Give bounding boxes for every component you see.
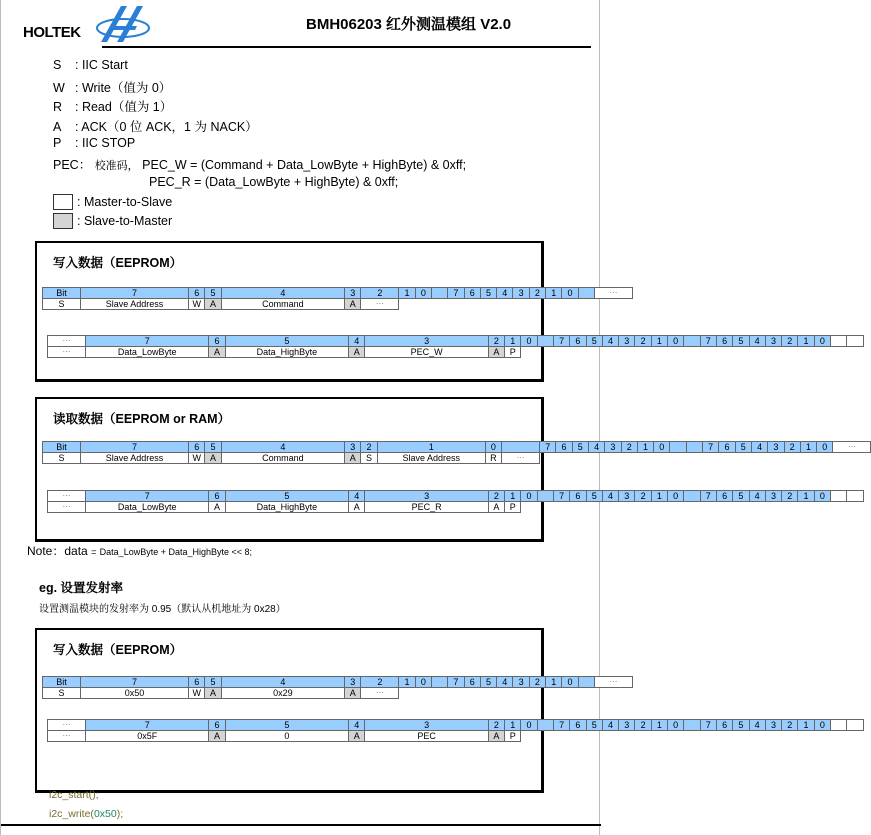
frame-cell: 5 <box>225 336 348 347</box>
frame-cell: Data_LowByte <box>86 502 209 513</box>
legend-key: R <box>53 100 63 114</box>
frame-cell: 6 <box>464 677 480 688</box>
frame-cell: 5 <box>735 442 751 453</box>
example-write-box <box>35 628 544 793</box>
frame-cell: 4 <box>221 442 344 453</box>
master-to-slave-label: : Master-to-Slave <box>77 195 173 209</box>
frame-cell: W <box>189 688 205 699</box>
frame-cell: Slave Address <box>81 299 189 310</box>
legend-key: P <box>53 136 62 150</box>
note-formula: Data_LowByte + Data_HighByte << 8; <box>99 547 253 557</box>
frame-cell <box>847 336 863 347</box>
frame-cell: 2 <box>782 336 798 347</box>
frame-cell: ··· <box>48 731 86 742</box>
frame-cell: 2 <box>635 491 651 502</box>
frame-cell: 3 <box>765 720 781 731</box>
note-equals: = <box>91 547 97 557</box>
frame-cell: 7 <box>81 677 189 688</box>
i2c-frame-table <box>42 676 633 699</box>
example-title: eg. 设置发射率 <box>39 581 124 595</box>
frame-cell: 5 <box>572 442 588 453</box>
frame-cell: 7 <box>553 336 569 347</box>
frame-cell: 5 <box>205 442 221 453</box>
pec-label: 校准码， <box>94 160 139 172</box>
holtek-logo-text: HOLTEK <box>23 24 81 41</box>
read-eeprom-ram-box <box>35 397 544 542</box>
frame-cell: PEC_R <box>365 502 488 513</box>
frame-cell: P <box>505 502 521 513</box>
frame-cell: 0 <box>654 442 670 453</box>
frame-cell <box>431 288 447 299</box>
frame-cell: 2 <box>529 288 545 299</box>
frame-cell: 7 <box>553 720 569 731</box>
note <box>27 542 252 559</box>
frame-cell: ··· <box>48 336 86 347</box>
code-line: i2c_start(); <box>49 789 99 801</box>
frame-cell: ··· <box>833 442 871 453</box>
frame-cell: 7 <box>86 491 209 502</box>
frame-cell: 0x5F <box>86 731 209 742</box>
frame-cell: 3 <box>513 288 529 299</box>
frame-cell: 5 <box>480 677 496 688</box>
frame-cell: 2 <box>488 491 504 502</box>
frame-cell: Bit <box>43 677 81 688</box>
frame-cell: 1 <box>399 288 415 299</box>
holtek-logo-icon <box>93 2 153 46</box>
frame-cell: 7 <box>553 491 569 502</box>
frame-cell: 1 <box>800 442 816 453</box>
frame-cell: P <box>505 731 521 742</box>
frame-cell: Data_HighByte <box>225 502 348 513</box>
pec-w-formula: PEC_W = (Command + Data_LowByte + HighByte) & 0xff; <box>142 158 467 172</box>
frame-cell: Bit <box>43 442 81 453</box>
frame-cell: 4 <box>349 491 365 502</box>
header-rule <box>102 46 591 48</box>
frame-cell <box>578 677 594 688</box>
frame-cell: 0 <box>562 677 578 688</box>
frame-cell <box>537 720 553 731</box>
frame-cell: 4 <box>497 677 513 688</box>
legend-desc: : IIC Start <box>75 58 128 72</box>
frame-cell: 1 <box>651 491 667 502</box>
frame-cell: 1 <box>377 442 485 453</box>
field-row <box>48 502 864 513</box>
bit-header-row <box>43 677 633 688</box>
field-row <box>43 453 871 464</box>
box-title: 写入数据（EEPROM） <box>53 256 183 270</box>
frame-cell: 3 <box>768 442 784 453</box>
frame-cell: 5 <box>480 288 496 299</box>
frame-cell: A <box>209 731 225 742</box>
frame-cell <box>831 720 847 731</box>
frame-cell: 0 <box>521 336 537 347</box>
frame-cell: S <box>361 453 377 464</box>
frame-cell: 0 <box>225 731 348 742</box>
bit-header-row <box>43 442 871 453</box>
frame-cell: W <box>189 453 205 464</box>
frame-cell: 7 <box>448 288 464 299</box>
frame-cell: ··· <box>594 677 632 688</box>
frame-cell: ··· <box>48 347 86 358</box>
legend-desc: : IIC STOP <box>75 136 136 150</box>
i2c-frame-table <box>47 335 864 358</box>
frame-cell: 3 <box>605 442 621 453</box>
frame-cell: 4 <box>588 442 604 453</box>
frame-cell: 1 <box>798 491 814 502</box>
frame-cell: S <box>43 688 81 699</box>
frame-cell: A <box>488 347 504 358</box>
frame-cell: ··· <box>48 491 86 502</box>
frame-cell: 0 <box>668 491 684 502</box>
example-description: 设置测温模块的发射率为 0.95（默认从机地址为 0x28） <box>39 604 286 615</box>
frame-cell: 5 <box>733 720 749 731</box>
legend-key: W <box>53 80 65 95</box>
frame-cell: 2 <box>635 336 651 347</box>
legend-key: A <box>53 119 62 134</box>
frame-cell: 4 <box>751 442 767 453</box>
frame-cell: S <box>43 299 81 310</box>
frame-cell: 5 <box>225 720 348 731</box>
legend-desc: : Read（值为 1） <box>75 100 173 114</box>
frame-cell: 2 <box>621 442 637 453</box>
legend-item-r <box>53 97 172 115</box>
pec-key: PEC： <box>53 158 92 172</box>
frame-cell: 0 <box>817 442 833 453</box>
frame-cell <box>578 288 594 299</box>
legend-item-p <box>53 136 135 150</box>
frame-cell <box>686 442 702 453</box>
frame-cell: W <box>189 299 205 310</box>
frame-cell: 6 <box>570 336 586 347</box>
frame-cell: 4 <box>349 336 365 347</box>
frame-cell: 1 <box>505 720 521 731</box>
frame-cell: 4 <box>749 720 765 731</box>
slave-to-master-label: : Slave-to-Master <box>77 214 173 228</box>
frame-cell: A <box>349 347 365 358</box>
frame-cell: 6 <box>716 336 732 347</box>
pec-r-formula: PEC_R = (Data_LowByte + HighByte) & 0xff; <box>149 175 399 189</box>
frame-cell: 3 <box>345 442 361 453</box>
field-row <box>48 347 864 358</box>
frame-cell: 5 <box>586 720 602 731</box>
frame-cell: 0 <box>814 720 830 731</box>
frame-cell <box>670 442 686 453</box>
frame-cell: 0 <box>668 336 684 347</box>
bit-header-row <box>48 491 864 502</box>
frame-cell: 5 <box>205 288 221 299</box>
i2c-frame-table <box>47 490 864 513</box>
frame-cell: 0 <box>415 288 431 299</box>
frame-cell: A <box>205 688 221 699</box>
frame-cell: 6 <box>209 336 225 347</box>
frame-cell: Slave Address <box>81 453 189 464</box>
frame-cell: 1 <box>546 677 562 688</box>
frame-cell: 5 <box>586 491 602 502</box>
frame-cell: 4 <box>602 491 618 502</box>
field-row <box>43 299 633 310</box>
frame-cell: A <box>205 453 221 464</box>
bit-header-row <box>43 288 633 299</box>
frame-cell: 5 <box>733 336 749 347</box>
frame-cell: 4 <box>749 491 765 502</box>
note-label: Note：data <box>27 544 88 558</box>
frame-cell: 7 <box>540 442 556 453</box>
frame-cell: Bit <box>43 288 81 299</box>
frame-cell: 1 <box>637 442 653 453</box>
frame-cell <box>847 491 863 502</box>
frame-cell: 0 <box>562 288 578 299</box>
frame-cell: 7 <box>448 677 464 688</box>
frame-cell: ··· <box>361 688 399 699</box>
frame-cell: 7 <box>700 720 716 731</box>
frame-cell: 7 <box>86 336 209 347</box>
frame-cell: Slave Address <box>377 453 485 464</box>
frame-cell: 1 <box>798 720 814 731</box>
legend-item-w <box>53 78 171 96</box>
frame-cell: 3 <box>345 288 361 299</box>
frame-cell: 2 <box>488 336 504 347</box>
frame-cell: 6 <box>570 720 586 731</box>
frame-cell: 3 <box>365 336 488 347</box>
frame-cell <box>537 336 553 347</box>
frame-cell <box>831 336 847 347</box>
box-title: 读取数据（EEPROM or RAM） <box>53 412 231 426</box>
code-line: i2c_write(0x50); <box>49 808 124 820</box>
frame-cell: 5 <box>586 336 602 347</box>
frame-cell: Command <box>221 299 344 310</box>
write-eeprom-box <box>35 241 544 382</box>
frame-cell <box>537 491 553 502</box>
frame-cell: 7 <box>700 491 716 502</box>
frame-cell: 6 <box>189 442 205 453</box>
frame-cell: 0x50 <box>81 688 189 699</box>
slave-to-master-swatch <box>53 213 73 229</box>
frame-cell: PEC <box>365 731 488 742</box>
legend-item-s <box>53 58 128 72</box>
frame-cell: 2 <box>488 720 504 731</box>
frame-cell: PEC_W <box>365 347 488 358</box>
frame-cell: 1 <box>399 677 415 688</box>
frame-cell: 0 <box>814 491 830 502</box>
frame-cell: 1 <box>505 491 521 502</box>
frame-cell: 0 <box>521 491 537 502</box>
frame-cell: 4 <box>602 720 618 731</box>
frame-cell: 0 <box>521 720 537 731</box>
i2c-frame-table <box>42 287 633 310</box>
frame-cell: 3 <box>513 677 529 688</box>
frame-cell: 2 <box>529 677 545 688</box>
frame-cell: P <box>505 347 521 358</box>
frame-cell: 6 <box>209 491 225 502</box>
legend-desc: : ACK（0 位 ACK，1 为 NACK） <box>75 119 258 134</box>
field-row <box>48 731 864 742</box>
frame-cell: 3 <box>365 491 488 502</box>
legend-desc: : Write（值为 0） <box>75 80 172 95</box>
bit-header-row <box>48 720 864 731</box>
frame-cell: 6 <box>189 677 205 688</box>
frame-cell: 1 <box>505 336 521 347</box>
legend-key: S <box>53 58 62 72</box>
frame-cell: A <box>209 347 225 358</box>
frame-cell: A <box>345 453 361 464</box>
frame-cell: R <box>485 453 501 464</box>
i2c-frame-table <box>42 441 871 464</box>
frame-cell: 1 <box>546 288 562 299</box>
frame-cell: 4 <box>221 677 344 688</box>
pec-definition <box>53 155 466 173</box>
frame-cell: 5 <box>225 491 348 502</box>
document-title: BMH06203 红外测温模组 V2.0 <box>306 16 512 33</box>
frame-cell: Data_HighByte <box>225 347 348 358</box>
frame-cell: ··· <box>48 502 86 513</box>
frame-cell: 2 <box>361 442 377 453</box>
bit-header-row <box>48 336 864 347</box>
field-row <box>43 688 633 699</box>
frame-cell: 1 <box>651 720 667 731</box>
frame-cell: 0 <box>415 677 431 688</box>
frame-cell: 7 <box>86 720 209 731</box>
frame-cell: 6 <box>570 491 586 502</box>
frame-cell: S <box>43 453 81 464</box>
frame-cell: 6 <box>716 720 732 731</box>
frame-cell: 7 <box>81 288 189 299</box>
frame-cell: A <box>345 688 361 699</box>
frame-cell: 4 <box>497 288 513 299</box>
frame-cell: 3 <box>765 491 781 502</box>
frame-cell <box>684 491 700 502</box>
i2c-frame-table <box>47 719 864 742</box>
frame-cell: A <box>209 502 225 513</box>
frame-cell <box>847 720 863 731</box>
frame-cell: 4 <box>749 336 765 347</box>
frame-cell: 6 <box>189 288 205 299</box>
frame-cell: 6 <box>209 720 225 731</box>
legend-item-a <box>53 117 258 135</box>
frame-cell: 3 <box>365 720 488 731</box>
frame-cell: 3 <box>619 491 635 502</box>
frame-cell: 6 <box>556 442 572 453</box>
frame-cell: 2 <box>782 720 798 731</box>
frame-cell: 7 <box>700 336 716 347</box>
frame-cell: 3 <box>345 677 361 688</box>
frame-cell <box>684 336 700 347</box>
frame-cell: 2 <box>635 720 651 731</box>
frame-cell: 4 <box>602 336 618 347</box>
frame-cell: ··· <box>594 288 632 299</box>
master-to-slave-swatch <box>53 194 73 210</box>
frame-cell <box>684 720 700 731</box>
footer-rule <box>1 824 601 826</box>
frame-cell: Data_LowByte <box>86 347 209 358</box>
frame-cell: ··· <box>502 453 540 464</box>
frame-cell: 1 <box>651 336 667 347</box>
frame-cell: 7 <box>81 442 189 453</box>
frame-cell: 0x29 <box>221 688 344 699</box>
frame-cell: A <box>345 299 361 310</box>
frame-cell: 0 <box>814 336 830 347</box>
frame-cell: 2 <box>782 491 798 502</box>
frame-cell: 5 <box>733 491 749 502</box>
frame-cell <box>502 442 540 453</box>
frame-cell: 2 <box>361 677 399 688</box>
frame-cell: 4 <box>221 288 344 299</box>
frame-cell: 5 <box>205 677 221 688</box>
frame-cell <box>831 491 847 502</box>
frame-cell: 6 <box>716 491 732 502</box>
frame-cell: A <box>488 502 504 513</box>
frame-cell: 3 <box>619 336 635 347</box>
frame-cell: 3 <box>619 720 635 731</box>
frame-cell: A <box>488 731 504 742</box>
frame-cell: 1 <box>798 336 814 347</box>
frame-cell: 0 <box>668 720 684 731</box>
frame-cell: 0 <box>485 442 501 453</box>
frame-cell: ··· <box>48 720 86 731</box>
frame-cell: 6 <box>719 442 735 453</box>
frame-cell <box>431 677 447 688</box>
box-title: 写入数据（EEPROM） <box>53 643 183 657</box>
frame-cell: A <box>349 731 365 742</box>
frame-cell: 7 <box>703 442 719 453</box>
frame-cell: 6 <box>464 288 480 299</box>
frame-cell: A <box>205 299 221 310</box>
frame-cell: 2 <box>784 442 800 453</box>
frame-cell: 2 <box>361 288 399 299</box>
frame-cell: 4 <box>349 720 365 731</box>
frame-cell: Command <box>221 453 344 464</box>
frame-cell: A <box>349 502 365 513</box>
frame-cell: ··· <box>361 299 399 310</box>
frame-cell: 3 <box>765 336 781 347</box>
